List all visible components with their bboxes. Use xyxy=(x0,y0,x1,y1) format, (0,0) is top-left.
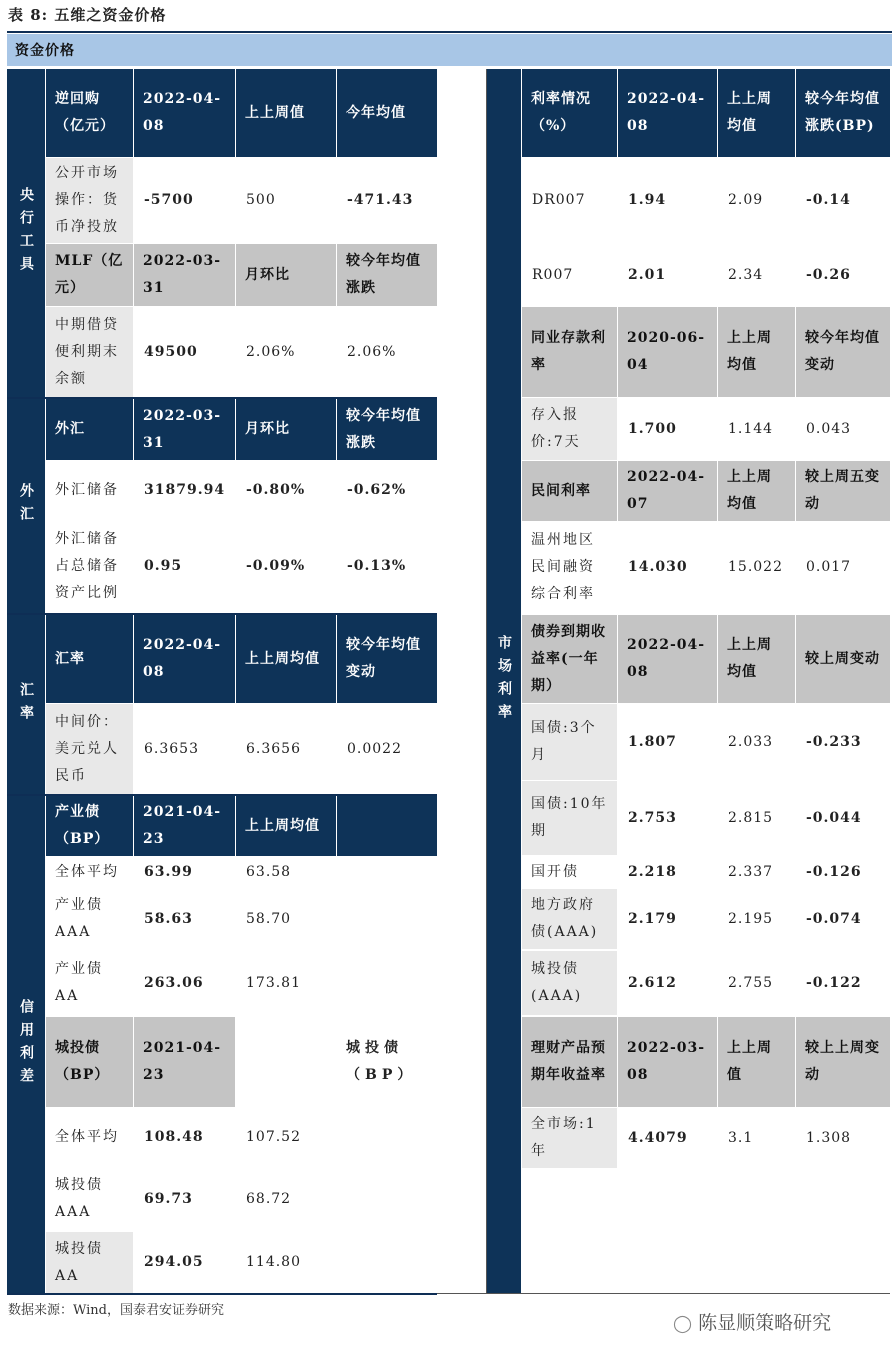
fx-row1-label: 外汇储备 xyxy=(55,481,119,498)
watermark xyxy=(673,1308,831,1335)
rates-row2-label: R007 xyxy=(532,266,574,283)
side-label-exchange-rate: 汇率 xyxy=(7,615,45,794)
mlf-header-date: 2022-03-31 xyxy=(134,244,235,306)
private-row-change: 0.017 xyxy=(806,559,852,575)
city-row2-value: 69.73 xyxy=(144,1190,193,1207)
private-header-change: 较上周五变动 xyxy=(796,461,890,521)
bond-row5-prev: 2.755 xyxy=(728,974,774,991)
wealth-row-prev: 3.1 xyxy=(728,1129,754,1146)
city-row2-prev: 68.72 xyxy=(246,1190,292,1207)
city-header-repeat: 城投债（BP） xyxy=(346,1040,417,1083)
rate-row-change: 0.0022 xyxy=(347,740,402,757)
industrial-row2-label: 产业债AAA xyxy=(55,897,103,940)
wealth-header-date: 2022-03-08 xyxy=(618,1017,717,1107)
wealth-row-value: 4.4079 xyxy=(628,1129,688,1146)
private-row-prev: 15.022 xyxy=(728,559,783,575)
city-row2-label: 城投债AAA xyxy=(55,1177,103,1220)
bond-row2-change: -0.044 xyxy=(806,809,862,826)
industrial-row2-value: 58.63 xyxy=(144,910,193,927)
deposit-row-change: 0.043 xyxy=(806,420,852,437)
repo-row-prev: 500 xyxy=(246,192,276,208)
industrial-header-prev: 上上周均值 xyxy=(236,796,336,856)
private-header-prev: 上上周均值 xyxy=(718,461,795,521)
fx-row1-mom: -0.80% xyxy=(246,481,306,498)
bond-row1-prev: 2.033 xyxy=(728,733,774,750)
fx-row2-value: 0.95 xyxy=(144,558,183,574)
rate-header-change: 较今年均值变动 xyxy=(337,615,437,703)
mlf-row-label: 中期借贷便利期末余额 xyxy=(46,307,133,397)
bond-row5-change: -0.122 xyxy=(806,974,862,991)
top-rule xyxy=(7,31,892,33)
industrial-row1-label: 全体平均 xyxy=(55,863,119,880)
industrial-header-date: 2021-04-23 xyxy=(134,796,235,856)
fx-header-avg: 较今年均值涨跌 xyxy=(337,399,437,460)
rates-header-change: 较今年均值涨跌(BP) xyxy=(796,69,890,157)
deposit-header-change: 较今年均值变动 xyxy=(796,307,890,397)
rates-row2-value: 2.01 xyxy=(628,266,667,283)
wealth-row-label: 全市场:1年 xyxy=(522,1108,617,1168)
wealth-header-prev: 上上周值 xyxy=(718,1017,795,1107)
bond-row2-value: 2.753 xyxy=(628,809,677,826)
watermark-text: 陈显顺策略研究 xyxy=(698,1312,832,1334)
side-label-market-rate: 市场利率 xyxy=(487,69,521,1293)
city-row1-label: 全体平均 xyxy=(55,1128,119,1145)
section-band: 资金价格 xyxy=(7,34,892,66)
city-row3-label: 城投债AA xyxy=(46,1232,133,1293)
city-header-date: 2021-04-23 xyxy=(134,1017,235,1107)
bond-row4-prev: 2.195 xyxy=(728,910,774,927)
rates-row1-value: 1.94 xyxy=(628,192,667,208)
deposit-row-label: 存入报价:7天 xyxy=(522,398,617,460)
bond-row4-change: -0.074 xyxy=(806,910,862,927)
mlf-row-mom: 2.06% xyxy=(246,343,296,360)
deposit-row-prev: 1.144 xyxy=(728,420,774,437)
bond-row4-value: 2.179 xyxy=(628,910,677,927)
city-row1-prev: 107.52 xyxy=(246,1128,301,1145)
bond-header-prev: 上上周均值 xyxy=(718,615,795,703)
bond-row1-label: 国债:3个月 xyxy=(522,704,617,780)
bond-row5-label: 城投债(AAA) xyxy=(522,951,617,1015)
rate-header-date: 2022-04-08 xyxy=(134,615,235,703)
city-row3-value: 294.05 xyxy=(144,1254,204,1270)
repo-row-label: 公开市场操作：货币净投放 xyxy=(46,158,133,243)
mlf-header-mom: 月环比 xyxy=(236,244,336,306)
bond-row1-value: 1.807 xyxy=(628,733,677,750)
rate-row-prev: 6.3656 xyxy=(246,740,301,757)
bottom-rule-right xyxy=(437,1293,890,1294)
industrial-row3-value: 263.06 xyxy=(144,974,204,991)
industrial-row3-label: 产业债AA xyxy=(55,961,103,1004)
repo-header-label: 逆回购（亿元） xyxy=(46,69,133,157)
bond-row3-prev: 2.337 xyxy=(728,863,774,880)
repo-header-avg: 今年均值 xyxy=(337,69,437,157)
wealth-row-change: 1.308 xyxy=(806,1129,852,1146)
bottom-rule-left xyxy=(7,1293,437,1295)
private-row-label: 温州地区民间融资综合利率 xyxy=(531,532,595,602)
bond-header-label: 债券到期收益率(一年期） xyxy=(522,615,617,703)
source-note: 数据来源：Wind，国泰君安证券研究 xyxy=(8,1303,224,1318)
rates-row2-change: -0.26 xyxy=(806,266,851,283)
industrial-row2-prev: 58.70 xyxy=(246,910,292,927)
mlf-row-value: 49500 xyxy=(144,343,198,360)
bond-header-change: 较上周变动 xyxy=(796,615,890,703)
side-label-central-bank: 央行工具 xyxy=(7,69,45,397)
industrial-row3-prev: 173.81 xyxy=(246,974,301,991)
fx-row2-mom: -0.09% xyxy=(246,558,306,574)
mlf-header-label: MLF（亿元） xyxy=(46,244,133,306)
bond-row3-change: -0.126 xyxy=(806,863,862,880)
bond-row2-label: 国债:10年期 xyxy=(522,781,617,855)
rate-header-label: 汇率 xyxy=(46,615,133,703)
fx-header-date: 2022-03-31 xyxy=(134,399,235,460)
rates-row1-change: -0.14 xyxy=(806,192,851,208)
repo-row-avg: -471.43 xyxy=(347,192,414,208)
industrial-row1-value: 63.99 xyxy=(144,863,193,880)
private-header-label: 民间利率 xyxy=(522,461,617,521)
deposit-row-value: 1.700 xyxy=(628,420,677,437)
industrial-header-label: 产业债（BP） xyxy=(46,796,133,856)
deposit-header-date: 2020-06-04 xyxy=(618,307,717,397)
private-row-value: 14.030 xyxy=(628,559,688,575)
mlf-row-avg: 2.06% xyxy=(347,343,397,360)
bond-row1-change: -0.233 xyxy=(806,733,862,750)
side-label-credit-spread: 信用利差 xyxy=(7,796,45,1293)
mlf-header-avg: 较今年均值涨跌 xyxy=(337,244,437,306)
fx-row2-avg: -0.13% xyxy=(347,558,407,574)
bond-row5-value: 2.612 xyxy=(628,974,677,991)
private-header-date: 2022-04-07 xyxy=(618,461,717,521)
rate-row-label: 中间价：美元兑人民币 xyxy=(46,704,133,794)
side-label-fx: 外汇 xyxy=(7,399,45,613)
deposit-header-label: 同业存款利率 xyxy=(522,307,617,397)
industrial-header-empty xyxy=(337,796,437,856)
wealth-header-label: 理财产品预期年收益率 xyxy=(522,1017,617,1107)
rates-header-prev: 上上周均值 xyxy=(718,69,795,157)
fx-header-mom: 月环比 xyxy=(236,399,336,460)
rates-header-date: 2022-04-08 xyxy=(618,69,717,157)
deposit-header-prev: 上上周均值 xyxy=(718,307,795,397)
repo-header-date: 2022-04-08 xyxy=(134,69,235,157)
repo-row-value: -5700 xyxy=(144,192,194,208)
bond-header-date: 2022-04-08 xyxy=(618,615,717,703)
rate-row-value: 6.3653 xyxy=(144,740,199,757)
fx-header-label: 外汇 xyxy=(46,399,133,460)
wealth-header-change: 较上上周变动 xyxy=(796,1017,890,1107)
city-row3-prev: 114.80 xyxy=(246,1254,301,1270)
bond-row4-label: 地方政府债(AAA) xyxy=(522,889,617,949)
bond-row3-value: 2.218 xyxy=(628,863,677,880)
wechat-icon: ◯ xyxy=(673,1314,693,1334)
city-row1-value: 108.48 xyxy=(144,1128,204,1145)
industrial-row1-prev: 63.58 xyxy=(246,863,292,880)
rates-row2-prev: 2.34 xyxy=(728,266,764,283)
fx-row1-avg: -0.62% xyxy=(347,481,407,498)
rates-header-label: 利率情况（%） xyxy=(522,69,617,157)
fx-row1-value: 31879.94 xyxy=(144,481,226,498)
bond-row3-label: 国开债 xyxy=(531,863,579,880)
rates-row1-label: DR007 xyxy=(532,192,586,208)
bond-row2-prev: 2.815 xyxy=(728,809,774,826)
repo-header-prev: 上上周值 xyxy=(236,69,336,157)
table-title: 表 8: 五维之资金价格 xyxy=(8,6,167,24)
city-header-label: 城投债（BP） xyxy=(46,1017,133,1107)
rate-header-prev: 上上周均值 xyxy=(236,615,336,703)
fx-row2-label: 外汇储备占总储备资产比例 xyxy=(55,531,119,601)
rates-row1-prev: 2.09 xyxy=(728,192,764,208)
